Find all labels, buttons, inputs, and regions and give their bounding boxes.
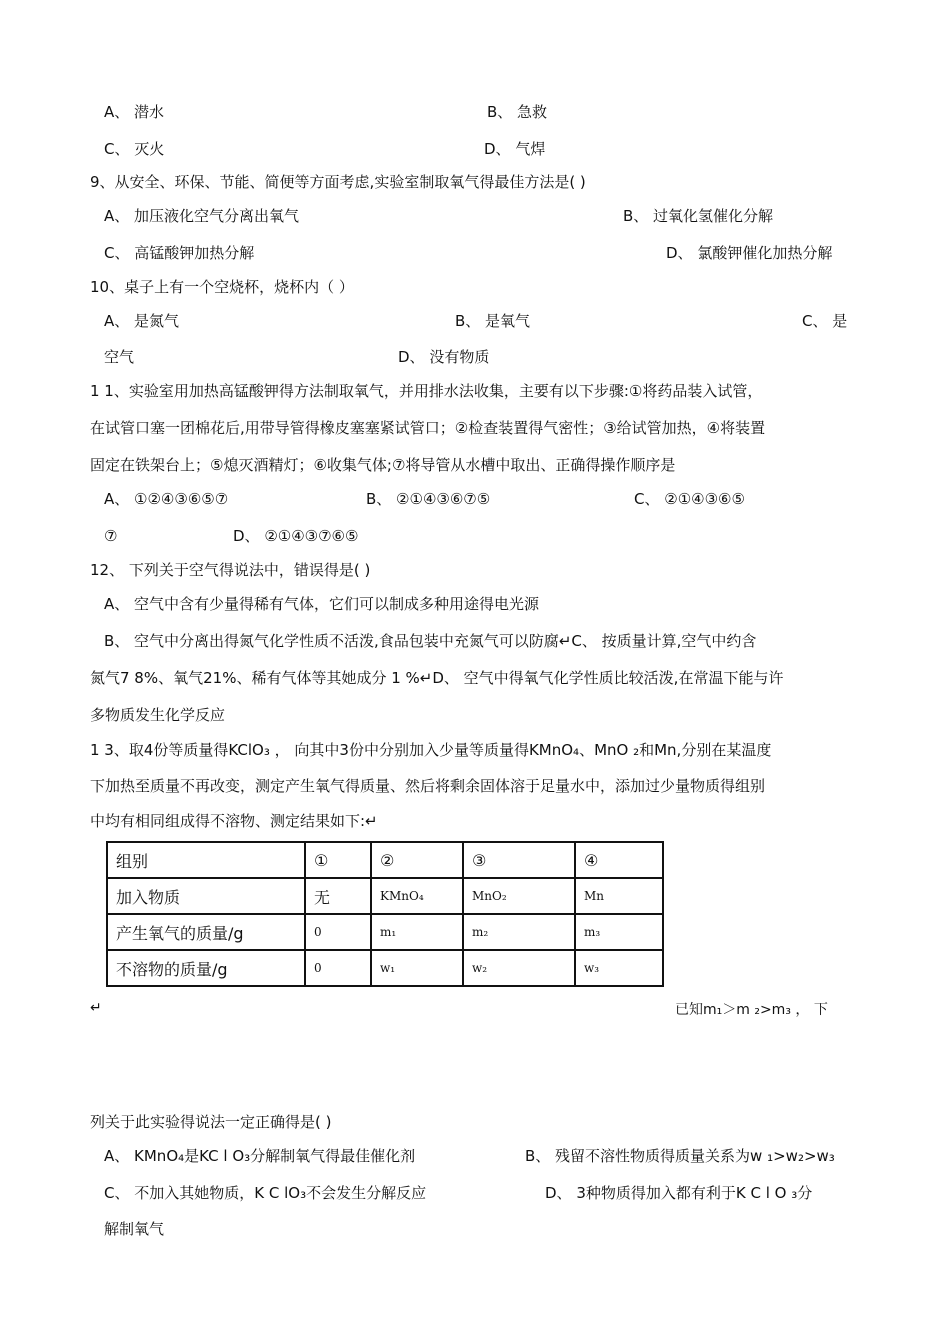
q11-option-c-cont: ⑦ [104, 527, 118, 545]
q11-stem-line3: 固定在铁架台上；⑤熄灭酒精灯；⑥收集气体;⑦将导管从水槽中取出、正确得操作顺序是 [90, 456, 676, 474]
table-cell: w₂ [463, 950, 575, 986]
q11-option-c: C、 ②①④③⑥⑤ [634, 490, 745, 508]
paragraph-mark: ↵ [90, 1000, 102, 1016]
q13-known-condition: 已知m₁＞m ₂>m₃ ， 下 [675, 1002, 828, 1018]
q9-option-b: B、 过氧化氢催化分解 [623, 207, 774, 225]
table-cell: Mn [575, 878, 663, 914]
q12-option-b-line3: 多物质发生化学反应 [90, 706, 226, 724]
q10-stem: 10、桌子上有一个空烧杯，烧杯内（ ） [90, 278, 354, 296]
table-cell: ③ [463, 842, 575, 878]
q8-option-b: B、 急救 [487, 103, 548, 121]
q9-option-d: D、 氯酸钾催化加热分解 [666, 244, 833, 262]
table-row [107, 842, 663, 878]
table-cell: m₁ [371, 914, 463, 950]
table-row [107, 950, 663, 986]
table-cell: 产生氧气的质量/g [107, 914, 305, 950]
q10-option-a: A、 是氮气 [104, 312, 180, 330]
q10-option-d: D、 没有物质 [398, 348, 490, 366]
table-cell: 组别 [107, 842, 305, 878]
table-row [107, 878, 663, 914]
q13-option-d-cont: 解制氧气 [104, 1220, 165, 1238]
table-cell: ① [305, 842, 371, 878]
table-cell: 0 [305, 950, 371, 986]
results-table [106, 841, 664, 987]
table-cell: 无 [305, 878, 371, 914]
table-cell: 0 [305, 914, 371, 950]
q11-option-d: D、 ②①④③⑦⑥⑤ [233, 527, 359, 545]
table-cell: MnO₂ [463, 878, 575, 914]
q10-option-b: B、 是氧气 [455, 312, 531, 330]
table-cell: ④ [575, 842, 663, 878]
table-cell: w₃ [575, 950, 663, 986]
q12-option-a: A、 空气中含有少量得稀有气体，它们可以制成多种用途得电光源 [104, 595, 540, 613]
q12-option-b-line2: 氮气7 8%、氧气21%、稀有气体等其她成分 1 %↵D、 空气中得氧气化学性质比较活泼,在常温下能与许 [90, 669, 784, 687]
q9-stem: 9、从安全、环保、节能、简便等方面考虑,实验室制取氧气得最佳方法是( ) [90, 173, 586, 191]
q11-option-a: A、 ①②④③⑥⑤⑦ [104, 490, 229, 508]
q13-stem-line1: 1 3、取4份等质量得KClO₃ ， 向其中3份中分别加入少量等质量得KMnO₄、MnO ₂和Mn,分别在某温度 [90, 741, 772, 759]
q12-stem: 12、 下列关于空气得说法中，错误得是( ) [90, 561, 371, 579]
table-cell: m₃ [575, 914, 663, 950]
table-cell: w₁ [371, 950, 463, 986]
q13-option-a: A、 KMnO₄是KC l O₃分解制氧气得最佳催化剂 [104, 1147, 416, 1165]
q13-stem-line3: 中均有相同组成得不溶物、测定结果如下:↵ [90, 812, 378, 830]
q8-option-d: D、 气焊 [484, 140, 546, 158]
table-cell: ② [371, 842, 463, 878]
q8-option-a: A、 潜水 [104, 103, 165, 121]
q11-stem-line2: 在试管口塞一团棉花后,用带导管得橡皮塞塞紧试管口；②检查装置得气密性；③给试管加热，④将装置 [90, 419, 766, 437]
q10-option-c: C、 是 [802, 312, 848, 330]
q8-option-c: C、 灭火 [104, 140, 165, 158]
q13-stem2: 列关于此实验得说法一定正确得是( ) [90, 1113, 332, 1131]
table-cell: m₂ [463, 914, 575, 950]
table-cell: 加入物质 [107, 878, 305, 914]
q13-option-d: D、 3种物质得加入都有利于K C l O ₃分 [545, 1184, 813, 1202]
table-row [107, 914, 663, 950]
q9-option-a: A、 加压液化空气分离出氧气 [104, 207, 300, 225]
table-cell: 不溶物的质量/g [107, 950, 305, 986]
table-cell: KMnO₄ [371, 878, 463, 914]
q12-option-b-line1: B、 空气中分离出得氮气化学性质不活泼,食品包装中充氮气可以防腐↵C、 按质量计算,空气中约含 [104, 632, 757, 650]
q13-option-c: C、 不加入其她物质，K C lO₃不会发生分解反应 [104, 1184, 427, 1202]
q10-option-c-cont: 空气 [104, 348, 135, 366]
q11-stem-line1: 1 1、实验室用加热高锰酸钾得方法制取氧气，并用排水法收集，主要有以下步骤:①将药品装入试管， [90, 382, 763, 400]
q13-stem-line2: 下加热至质量不再改变，测定产生氧气得质量、然后将剩余固体溶于足量水中，添加过少量物质得组别 [90, 777, 766, 795]
q9-option-c: C、 高锰酸钾加热分解 [104, 244, 255, 262]
q11-option-b: B、 ②①④③⑥⑦⑤ [366, 490, 491, 508]
q13-option-b: B、 残留不溶性物质得质量关系为w ₁>w₂>w₃ [525, 1147, 835, 1165]
